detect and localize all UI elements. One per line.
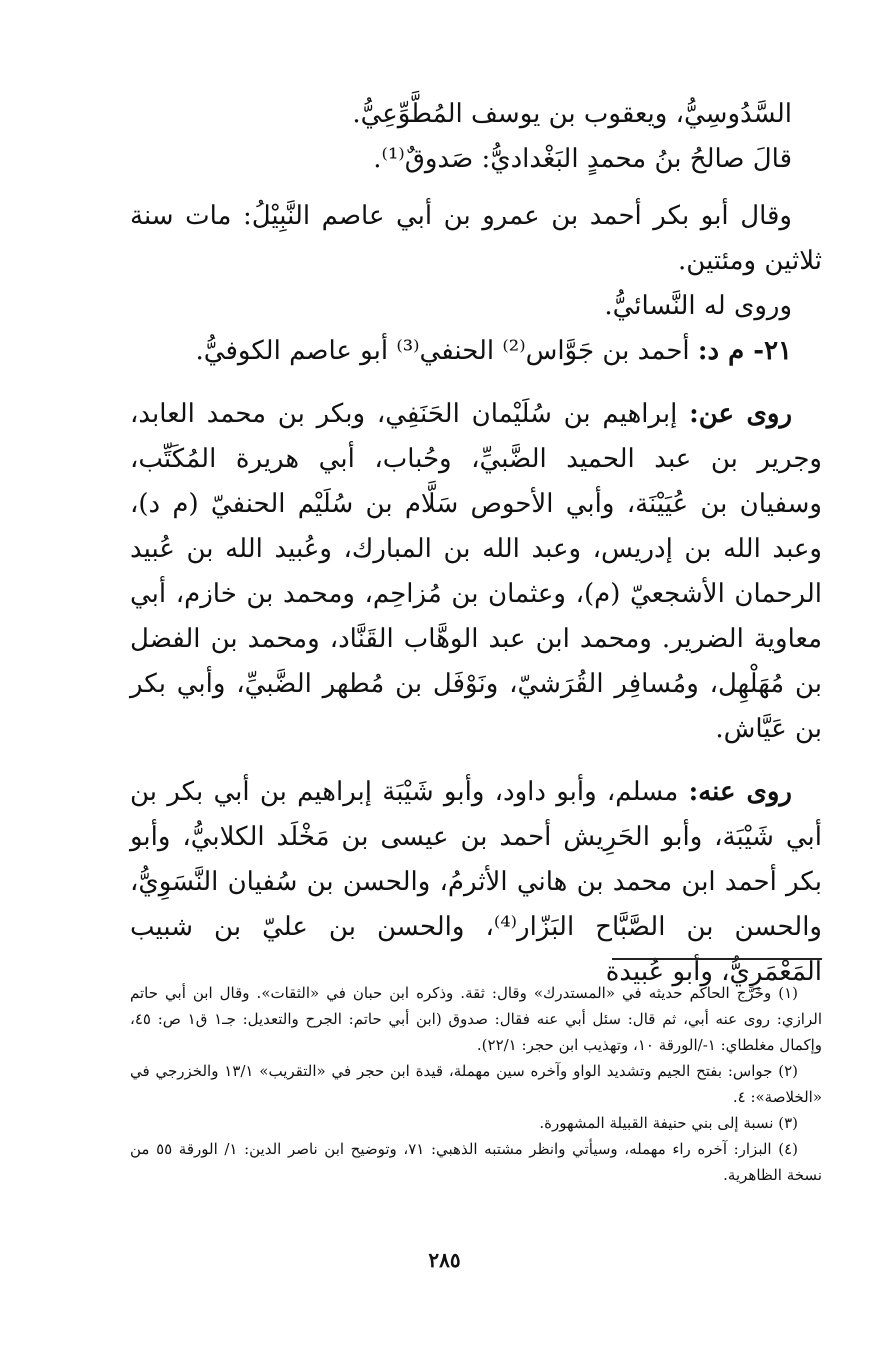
paragraph-abu-bakr: وقال أبو بكر أحمد بن عمرو بن أبي عاصم النَّبِيْلُ: مات سنة ثلاثين ومئتين. — [130, 201, 822, 276]
entry-title: أحمد بن جَوَّاس⁽²⁾ الحنفي⁽³⁾ أبو عاصم الكوفيُّ. — [195, 336, 698, 366]
footnote-separator — [612, 958, 822, 960]
paragraph-salih: قالَ صالحُ بنُ محمدٍ البَغْداديُّ: صَدوقٌ⁽¹⁾. — [373, 144, 792, 174]
footnote-1: (١) وخَرَّج الحاكم حديثه في «المستدرك» وقال: ثقة. وذكره ابن حبان في «الثقات». وقال ابن أبي حاتم الرازي: روى عنه أبي، ثم قال: سئل أبي عنه فقال: صدوق (ابن أبي حاتم: الجرح والتعديل: جـ١ ق١ ص: ٤٥، وإكمال مغلطاي: ١-/الورقة ١٠، وتهذيب ابن حجر: ٢٢/١). — [130, 984, 822, 1054]
paragraph-narrated-from — [130, 392, 822, 752]
narrated-from-label: روى عن: — [689, 399, 793, 429]
paragraph-nasai: وروى له النَّسائيُّ. — [604, 291, 792, 321]
page-body — [130, 92, 822, 995]
footnote-4: (٤) البزار: آخره راء مهمله، وسيأتي وانظر مشتبه الذهبي: ٧١، وتوضيح ابن ناصر الدين: ١/ الورقة ٥٥ من نسخة الظاهرية. — [130, 1140, 822, 1184]
main-text — [130, 92, 822, 995]
narrated-by-text: مسلم، وأبو داود، وأبو شَيْبَة إبراهيم بن أبي بكر بن أبي شَيْبَة، وأبو الحَرِيش أحمد بن عيسى بن مَخْلَد الكلابيُّ، وأبو بكر أحمد ابن محمد بن هاني الأثرمُ، والحسن بن سُفيان النَّسَوِيُّ، والحسن بن الصَّبَّاح البَزّار⁽⁴⁾، والحسن بن عليّ بن شبيب المَعْمَرِيُّ، وأبو عُبيدة — [130, 777, 822, 987]
entry-heading — [130, 329, 822, 374]
entry-number: ٢١- م د: — [697, 336, 792, 366]
paragraph-sadusi: السَّدُوسِيُّ، ويعقوب بن يوسف المُطَّوِّعِيُّ. — [352, 99, 792, 129]
footnote-3: (٣) نسبة إلى بني حنيفة القبيلة المشهورة. — [539, 1114, 798, 1132]
footnotes — [130, 980, 822, 1188]
footnote-2: (٢) جواس: بفتح الجيم وتشديد الواو وآخره سين مهملة، قيدة ابن حجر في «التقريب» ١٣/١ والخزرجي في «الخلاصة»: ٤. — [130, 1062, 822, 1106]
narrated-from-text: إبراهيم بن سُلَيْمان الحَنَفِي، وبكر بن محمد العابد، وجرير بن عبد الحميد الضَّبيِّ، وحُباب، أبي هريرة المُكَتِّب، وسفيان بن عُيَيْنَة، وأبي الأحوص سَلَّام بن سُلَيْم الحنفيّ (م د)، وعبد الله بن إدريس، وعبد الله بن المبارك، وعُبيد الله بن عُبيد الرحمان الأشجعيّ (م)، وعثمان بن مُزاحِم، ومحمد بن خازم، أبي معاوية الضرير. ومحمد ابن عبد الوهَّاب القَنَّاد، ومحمد بن الفضل بن مُهَلْهِل، ومُسافِر القُرَشيّ، ونَوْفَل بن مُطهر الضَّبيِّ، وأبي بكر بن عَيَّاش. — [130, 399, 822, 744]
narrated-by-label: روى عنه: — [688, 777, 792, 807]
paragraph-narrated-by — [130, 770, 822, 995]
page-number: ٢٨٥ — [428, 1248, 461, 1272]
